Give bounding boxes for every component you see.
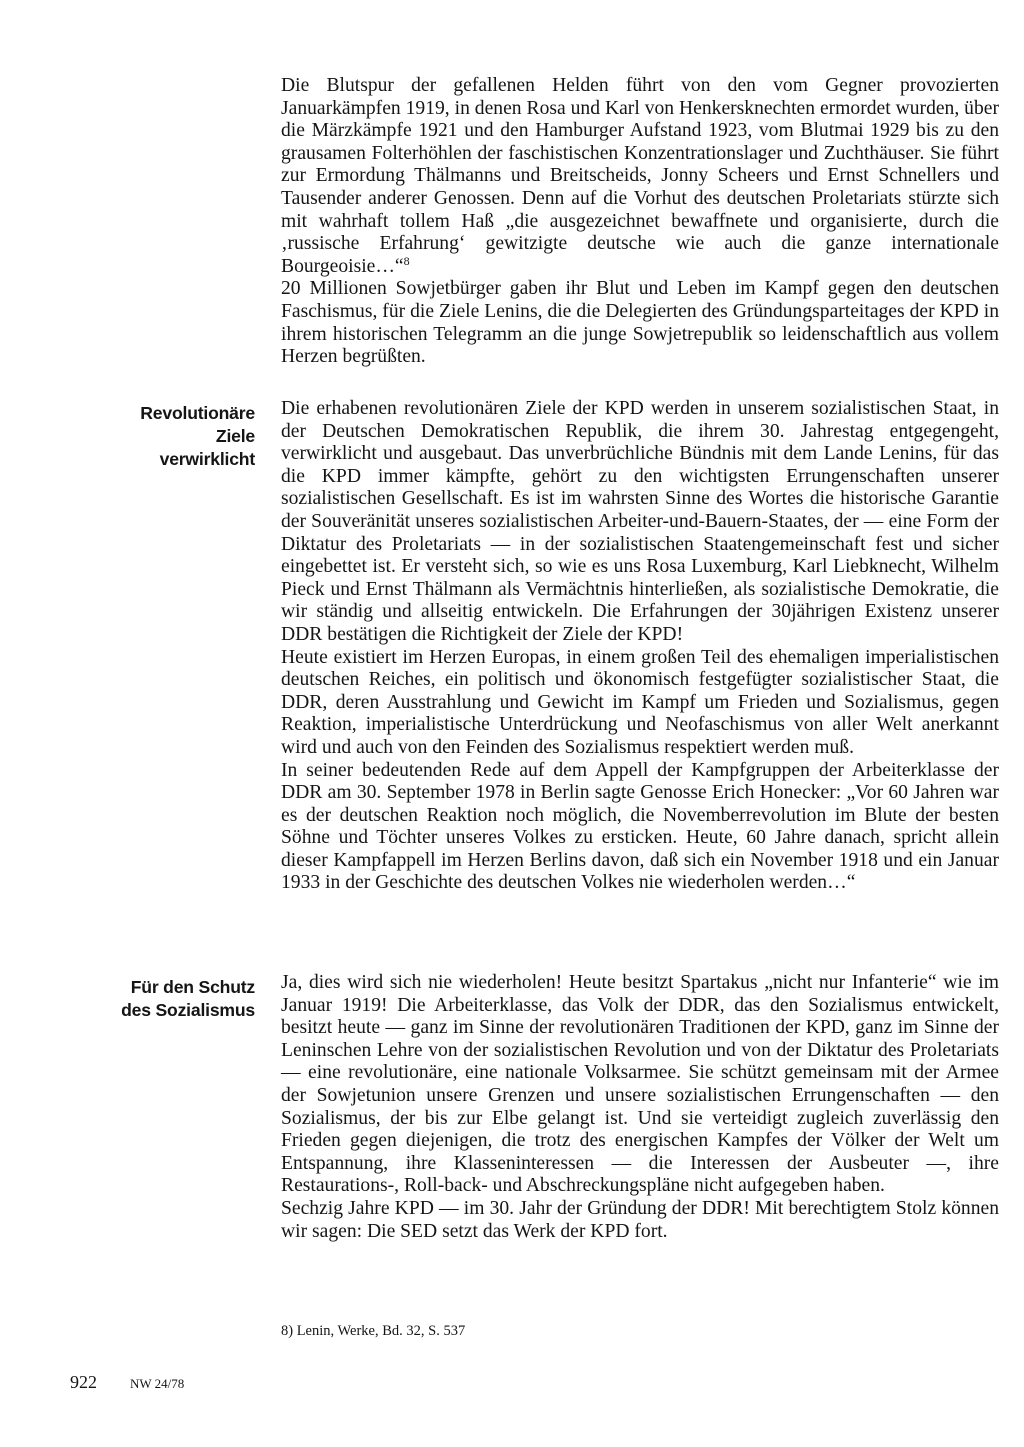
marginal-heading-revolutionaere-ziele [95, 402, 255, 471]
paragraph: Heute existiert im Herzen Europas, in einem großen Teil des ehemaligen imperialistischen deutschen Reiches, ein politisch und ökonomisch festgefügter sozialistischer Staat, die DDR, deren Ausstrahlung und Gewicht im Kampf um Frieden und Sozialismus, gegen Reaktion, imperialistische Unterdrückung und Neofaschismus von aller Welt anerkannt wird und auch von den Feinden des Sozialismus respektiert werden muß. [281, 646, 999, 758]
heading-line: des Sozialismus [121, 1000, 255, 1020]
section-1-text [281, 75, 999, 369]
section-3-text [281, 972, 999, 1243]
paragraph: Ja, dies wird sich nie wiederholen! Heute besitzt Spartakus „nicht nur Infanterie“ wie im Januar 1919! Die Arbeiterklasse, das Volk der DDR, das den Sozialismus entwickelt, besitzt heute — ganz im Sinne der revolutionären Traditionen der KPD, ganz im Sinne der Leninschen Lehre von der sozialistischen Revolution und von der Diktatur des Proletariats — eine revolutionäre, eine nationale Volksarmee. Sie schützt gemeinsam mit der Armee der Sowjetunion unsere Grenzen und unsere sozialistischen Errungenschaften — den Sozialismus, der bis zur Elbe gelangt ist. Und sie verteidigt zugleich zuverlässig den Frieden gegen diejenigen, die trotz des energischen Kampfes der Völker der Welt um Entspannung, ihre Klasseninteressen — die Interessen der Ausbeuter —, ihre Restaurations-, Roll-back- und Abschreckungspläne nicht aufgegeben haben. [281, 972, 999, 1197]
heading-line: Revolutionäre [140, 403, 255, 423]
page-number: 922 [70, 1372, 97, 1392]
section-2-text [281, 398, 999, 895]
footnote-reference: 8 [403, 253, 410, 268]
heading-line: verwirklicht [159, 449, 255, 469]
paragraph: Sechzig Jahre KPD — im 30. Jahr der Gründung der DDR! Mit berechtigtem Stolz können wir sagen: Die SED setzt das Werk der KPD fort. [281, 1197, 999, 1242]
heading-line: Ziele [215, 426, 255, 446]
paragraph [281, 75, 999, 278]
paragraph: Die erhabenen revolutionären Ziele der KPD werden in unserem sozialistischen Staat, in der Deutschen Demokratischen Republik, die ihrem 30. Jahrestag entgegengeht, verwirklicht und ausgebaut. Das unverbrüchliche Bündnis mit dem Lande Lenins, für das die KPD immer kämpfte, gehört zu den wichtigsten Errungenschaften unserer sozialistischen Gesellschaft. Es ist im wahrsten Sinne des Wortes die historische Garantie der Souveränität unseres sozialistischen Arbeiter-und-Bauern-Staates, der — eine Form der Diktatur des Proletariats — in der sozialistischen Staatengemeinschaft fest und sicher eingebettet ist. Er versteht sich, so wie es uns Rosa Luxemburg, Karl Liebknecht, Wilhelm Pieck und Ernst Thälmann als Vermächtnis hinterließen, als sozialistische Demokratie, die wir ständig und allseitig entwickeln. Die Erfahrungen der 30jährigen Existenz unserer DDR bestätigen die Richtigkeit der Ziele der KPD! [281, 398, 999, 645]
issue-label: NW 24/78 [130, 1376, 185, 1391]
paragraph-text: Die Blutspur der gefallenen Helden führt von den vom Gegner provozierten Januarkämpfen 1919, in denen Rosa und Karl von Henkersknechten ermordet wurden, über die Märzkämpfe 1921 und den Hamburger Aufstand 1923, vom Blutmai 1929 bis zu den grausamen Folterhöhlen der faschistischen Konzentrationslager und Zuchthäuser. Sie führt zur Ermordung Thälmanns und Breitscheids, Jonny Scheers und Ernst Schnellers und Tausender anderer Genossen. Denn auf die Vorhut des deutschen Proletariats stürzte sich mit wahrhaft tollem Haß „die ausgezeichnet bewaffnete und organisierte, durch die ‚russische Erfahrung‘ gewitzigte deutsche wie auch die ganze internationale Bourgeoisie…“ [281, 75, 999, 277]
heading-line: Für den Schutz [130, 977, 255, 997]
paragraph: 20 Millionen Sowjetbürger gaben ihr Blut und Leben im Kampf gegen den deutschen Faschismus, für die Ziele Lenins, die die Delegierten des Gründungsparteitages der KPD in ihrem historischen Telegramm an die junge Sowjetrepublik so leidenschaftlich aus vollem Herzen begrüßten. [281, 278, 999, 368]
paragraph: In seiner bedeutenden Rede auf dem Appell der Kampfgruppen der Arbeiterklasse der DDR am 30. September 1978 in Berlin sagte Genosse Erich Honecker: „Vor 60 Jahren war es der deutschen Reaktion noch möglich, die Novemberrevolution im Blute der besten Söhne und Töchter unseres Volkes zu ersticken. Heute, 60 Jahre danach, spricht allein dieser Kampfappell im Herzen Berlins davon, daß sich ein November 1918 und ein Januar 1933 in der Geschichte des deutschen Volkes nie wiederholen werden…“ [281, 759, 999, 894]
footnote: 8) Lenin, Werke, Bd. 32, S. 537 [281, 1323, 466, 1339]
marginal-heading-schutz-sozialismus [95, 976, 255, 1022]
